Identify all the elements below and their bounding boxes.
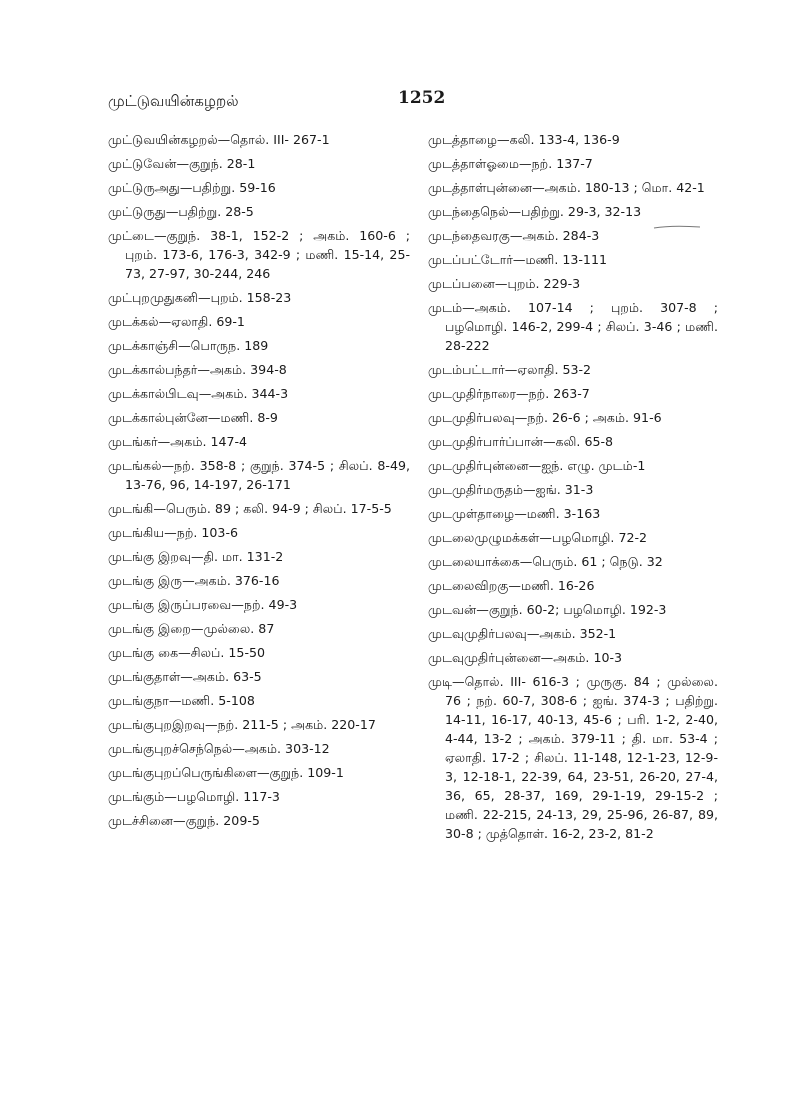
index-entry: முடமுதிர்மருதம்—ஐங். 31-3	[428, 482, 594, 497]
index-entry: முடக்காஞ்சி—பொருந. 189	[108, 338, 269, 353]
index-entry: முடம்பட்டார்—ஏலாதி. 53-2	[428, 362, 592, 377]
index-entry: முடங்கர்—அகம். 147-4	[108, 434, 248, 449]
index-entry: முடக்கால்பந்தர்—அகம். 394-8	[108, 362, 287, 377]
index-entry: முட்டை—குறுந். 38-1, 152-2 ; அகம். 160-6 ; புறம். 173-6, 176-3, 342-9 ; மணி. 15-14, 25-73, 27-97, 30-244, 246	[108, 228, 410, 281]
index-entry: முடத்தாள்புன்னை—அகம். 180-13 ; மொ. 42-1	[428, 180, 705, 195]
index-entry: முடங்கி—பெரும். 89 ; கலி. 94-9 ; சிலப். 17-5-5	[108, 501, 392, 516]
right-column	[428, 130, 718, 848]
index-entry: முடங்குதாள்—அகம். 63-5	[108, 669, 262, 684]
index-entry: முட்டுவேன்—குறுந். 28-1	[108, 156, 256, 171]
index-entry: முடங்குநா—மணி. 5-108	[108, 693, 255, 708]
index-entry: முடங்கும்—பழமொழி. 117-3	[108, 789, 280, 804]
index-entry: முடலைவிறகு—மணி. 16-26	[428, 578, 595, 593]
index-entry: முடச்சினை—குறுந். 209-5	[108, 813, 260, 828]
index-entry: முடலைமுழுமக்கள்—பழமொழி. 72-2	[428, 530, 648, 545]
running-head: முட்டுவயின்கழறல்	[108, 92, 239, 110]
index-entry: முடத்தாள்ஓமை—நற். 137-7	[428, 156, 593, 171]
page-number: 1252	[398, 88, 446, 108]
index-entry: முடங்குபுறப்பெருங்கிளை—குறுந். 109-1	[108, 765, 344, 780]
index-entry: முடக்கல்—ஏலாதி. 69-1	[108, 314, 245, 329]
index-entry: முடக்கால்புன்னே—மணி. 8-9	[108, 410, 278, 425]
index-entry: முடமுதிர்புன்னை—ஐந். எழு. முடம்-1	[428, 458, 646, 473]
index-entry: முடந்தைவரகு—அகம். 284-3	[428, 228, 600, 243]
index-entry: முடங்குபுறச்செந்நெல்—அகம். 303-12	[108, 741, 330, 756]
left-column	[108, 130, 410, 835]
index-entry: முடங்கு இறவு—தி. மா. 131-2	[108, 549, 284, 564]
index-entry: முடந்தைநெல்—பதிற்று. 29-3, 32-13	[428, 204, 642, 219]
index-entry: முடங்கு இறை—முல்லை. 87	[108, 621, 275, 636]
index-entry: முடவுமுதிர்பலவு—அகம். 352-1	[428, 626, 617, 641]
pen-mark-decoration	[652, 224, 702, 232]
index-entry: முட்டுருது—பதிற்று. 28-5	[108, 204, 254, 219]
index-entry: முடப்பனை—புறம். 229-3	[428, 276, 581, 291]
index-entry: முடமுதிர்நாரை—நற். 263-7	[428, 386, 590, 401]
index-entry: முடங்கு இரு—அகம். 376-16	[108, 573, 280, 588]
index-entry: முட்டுருஅது—பதிற்று. 59-16	[108, 180, 276, 195]
index-entry: முடம்—அகம். 107-14 ; புறம். 307-8 ; பழமொழி. 146-2, 299-4 ; சிலப். 3-46 ; மணி. 28-222	[428, 300, 718, 353]
index-entry: முடங்கிய—நற். 103-6	[108, 525, 239, 540]
index-entry: முடப்பட்டோர்—மணி. 13-111	[428, 252, 607, 267]
index-entry: முடங்குபுறஇறவு—நற். 211-5 ; அகம். 220-17	[108, 717, 376, 732]
index-entry: முடவன்—குறுந். 60-2; பழமொழி. 192-3	[428, 602, 667, 617]
index-entry: முடங்கல்—நற். 358-8 ; குறுந். 374-5 ; சிலப். 8-49, 13-76, 96, 14-197, 26-171	[108, 458, 410, 492]
index-entry: முடமுதிர்பலவு—நற். 26-6 ; அகம். 91-6	[428, 410, 662, 425]
index-entry: முட்டுவயின்கழறல்—தொல். III- 267-1	[108, 132, 330, 147]
index-entry: முடமுதிர்பார்ப்பான்—கலி. 65-8	[428, 434, 614, 449]
index-entry: முடத்தாழை—கலி. 133-4, 136-9	[428, 132, 620, 147]
index-entry: முடங்கு இருப்பரவை—நற். 49-3	[108, 597, 298, 612]
index-entry: முடமுள்தாழை—மணி. 3-163	[428, 506, 601, 521]
index-entry: முடலையாக்கை—பெரும். 61 ; நெடு. 32	[428, 554, 663, 569]
index-entry: முட்புறமுதுகனி—புறம். 158-23	[108, 290, 292, 305]
index-entry: முடக்கால்பிடவு—அகம். 344-3	[108, 386, 289, 401]
index-entry: முடவுமுதிர்புன்னை—அகம். 10-3	[428, 650, 623, 665]
index-entry: முடங்கு கை—சிலப். 15-50	[108, 645, 266, 660]
index-entry: முடி—தொல். III- 616-3 ; முருகு. 84 ; முல்லை. 76 ; நற். 60-7, 308-6 ; ஐங். 374-3 ; பதிற்று. 14-11, 16-17, 40-13, 45-6 ; பரி. 1-2, 2-40, 4-44, 13-2 ; அகம். 379-11 ; தி. மா. 53-4 ; ஏலாதி. 17-2 ; சிலப். 11-148, 12-1-23, 12-9-3, 12-18-1, 22-39, 64, 23-51, 26-20, 27-4, 36, 65, 28-37, 169, 29-1-19, 29-15-2 ; மணி. 22-215, 24-13, 29, 25-96, 26-87, 89, 30-8 ; முத்தொள். 16-2, 23-2, 81-2	[428, 674, 718, 841]
